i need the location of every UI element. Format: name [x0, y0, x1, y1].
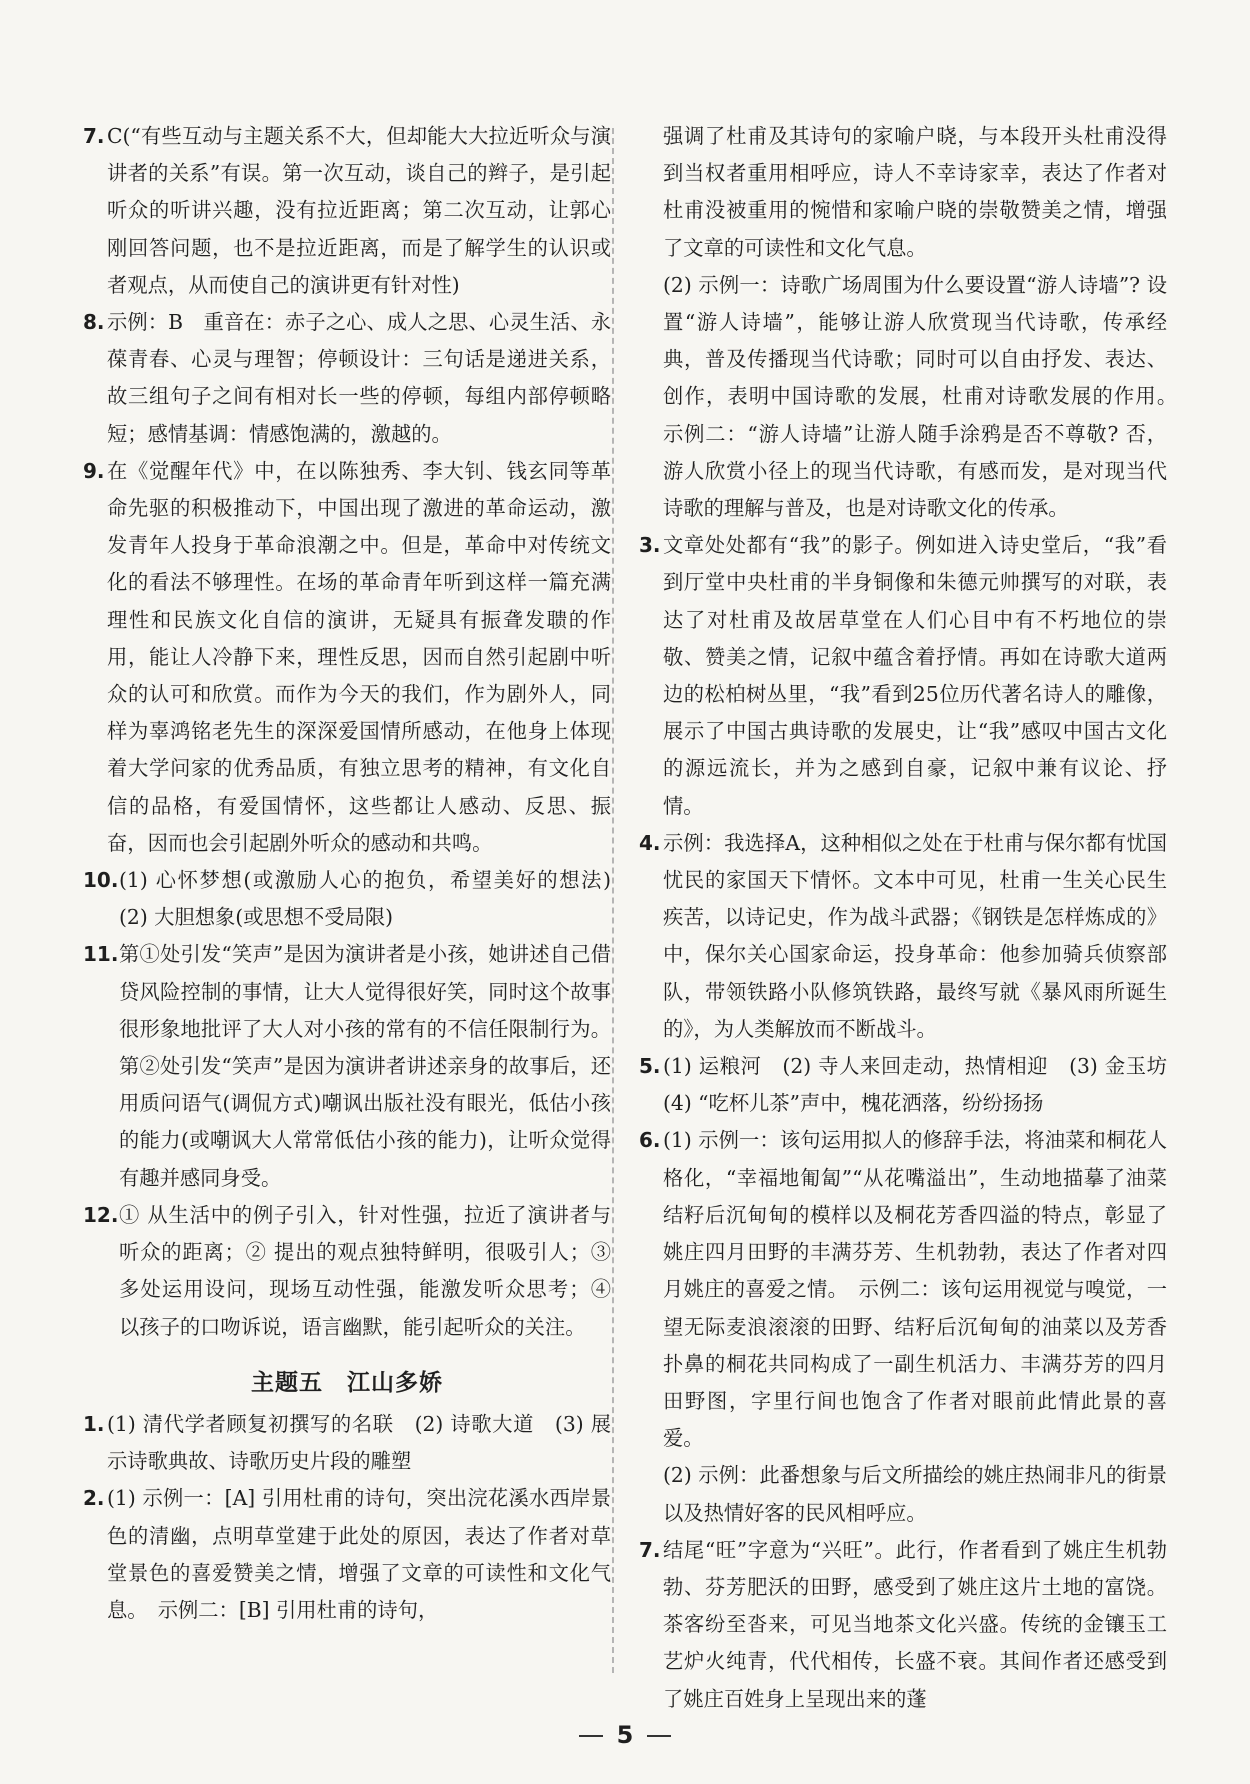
page-number-value: 5	[616, 1721, 634, 1749]
answer-text: (1) 运粮河 (2) 寺人来回走动，热情相迎 (3) 金玉坊 (4) “吃杯儿茶”声中，槐花洒落，纷纷扬扬	[663, 1054, 1188, 1116]
column-divider	[612, 128, 614, 1673]
answer-item	[639, 825, 1167, 1048]
answer-text: 第①处引发“笑声”是因为演讲者是小孩，她讲述自己借贷风险控制的事情，让大人觉得很好笑，同时这个故事很形象地批评了大人对小孩的常有的不信任限制行为。第②处引发“笑声”是因为演讲者讲述亲身的故事后，还用质问语气(调侃方式)嘲讽出版社没有眼光，低估小孩的能力(或嘲讽大人常常低估小孩的能力)，让听众觉得有趣并感同身受。	[119, 942, 611, 1190]
answer-item	[83, 118, 611, 304]
answer-text: 结尾“旺”字意为“兴旺”。此行，作者看到了姚庄生机勃勃、芬芳肥沃的田野，感受到了姚庄这片土地的富饶。茶客纷至沓来，可见当地茶文化兴盛。传统的金镶玉工艺炉火纯青，代代相传，长盛不衰。其间作者还感受到了姚庄百姓身上呈现出来的蓬	[663, 1537, 1167, 1711]
left-column	[83, 118, 632, 1629]
answer-item	[639, 1532, 1167, 1718]
dash-right	[647, 1735, 671, 1737]
answer-item	[83, 1197, 611, 1346]
answer-text: (1) 示例一：该句运用拟人的修辞手法，将油菜和桐花人格化，“幸福地匍匐”“从花嘴溢出”，生动地描摹了油菜结籽后沉甸甸的模样以及桐花芳香四溢的特点，彰显了姚庄四月田野的丰满芬芳、生机勃勃，表达了作者对四月姚庄的喜爱之情。 示例二：该句运用视觉与嗅觉，一望无际麦浪滚滚的田野、结籽后沉甸甸的油菜以及芳香扑鼻的桐花共同构成了一副生机活力、丰满芬芳的四月田野图，字里行间也饱含了作者对眼前此情此景的喜爱。	[663, 1128, 1167, 1451]
item-number: 9.	[83, 458, 105, 483]
right-column	[639, 118, 1188, 1718]
answer-item	[639, 1122, 1167, 1531]
item-number: 4.	[639, 830, 661, 855]
item-number: 12.	[83, 1202, 119, 1227]
item-number: 6.	[639, 1128, 661, 1153]
answer-text: 在《觉醒年代》中，在以陈独秀、李大钊、钱玄同等革命先驱的积极推动下，中国出现了激进的革命运动，激发青年人投身于革命浪潮之中。但是，革命中对传统文化的看法不够理性。在场的革命青年听到这样一篇充满理性和民族文化自信的演讲，无疑具有振聋发聩的作用，能让人冷静下来，理性反思，因而自然引起剧中听众的认可和欣赏。而作为今天的我们，作为剧外人，同样为辜鸿铭老先生的深深爱国情所感动，在他身上体现着大学问家的优秀品质，有独立思考的精神，有文化自信的品格，有爱国情怀，这些都让人感动、反思、振奋，因而也会引起剧外听众的感动和共鸣。	[107, 458, 611, 855]
answer-text: 文章处处都有“我”的影子。例如进入诗史堂后，“我”看到厅堂中央杜甫的半身铜像和朱德元帅撰写的对联，表达了对杜甫及故居草堂在人们心目中有不朽地位的崇敬、赞美之情，记叙中蕴含着抒情。再如在诗歌大道两边的松柏树丛里，“我”看到25位历代著名诗人的雕像，展示了中国古典诗歌的发展史，让“我”感叹中国古文化的源远流长，并为之感到自豪，记叙中兼有议论、抒情。	[663, 533, 1167, 818]
section-title: 主题五 江山多娇	[251, 1369, 443, 1396]
item-number: 10.	[83, 868, 119, 893]
item-number: 3.	[639, 533, 661, 558]
answer-item	[83, 453, 611, 862]
item-number: 7.	[83, 124, 105, 148]
item-number: 8.	[83, 310, 105, 335]
answer-text: 强调了杜甫及其诗句的家喻户晓，与本段开头杜甫没得到当权者重用相呼应，诗人不幸诗家幸，表达了作者对杜甫没被重用的惋惜和家喻户晓的崇敬赞美之情，增强了文章的可读性和文化气息。	[663, 124, 1167, 260]
answer-text: (1) 清代学者顾复初撰写的名联 (2) 诗歌大道 (3) 展示诗歌典故、诗歌历史片段的雕塑	[107, 1411, 611, 1474]
item-number: 2.	[83, 1486, 105, 1511]
item-number: 5.	[639, 1054, 661, 1079]
answer-item	[83, 936, 611, 1196]
answer-continuation	[639, 118, 1188, 527]
answer-text: 示例：我选择A，这种相似之处在于杜甫与保尔都有忧国忧民的家国天下情怀。文本中可见，杜甫一生关心民生疾苦，以诗记史，作为战斗武器；《钢铁是怎样炼成的》中，保尔关心国家命运，投身革命：他参加骑兵侦察部队，带领铁路小队修筑铁路，最终写就《暴风雨所诞生的》，为人类解放而不断战斗。	[663, 830, 1167, 1041]
answer-item	[639, 527, 1167, 825]
answer-text: (2) 示例一：诗歌广场周围为什么要设置“游人诗墙”? 设置“游人诗墙”，能够让游人欣赏现当代诗歌，传承经典，普及传播现当代诗歌；同时可以自由抒发、表达、创作，表明中国诗歌的发展，杜甫对诗歌发展的作用。 示例二：“游人诗墙”让游人随手涂鸦是否不尊敬? 否，游人欣赏小径上的现当代诗歌，有感而发，是对现当代诗歌的理解与普及，也是对诗歌文化的传承。	[663, 272, 1188, 521]
item-number: 1.	[83, 1411, 105, 1436]
answer-text: ① 从生活中的例子引入，针对性强，拉近了演讲者与听众的距离；② 提出的观点独特鲜明，很吸引人；③ 多处运用设问，现场互动性强，能激发听众思考；④ 以孩子的口吻诉说，语言幽默，能引起听众的关注。	[119, 1202, 611, 1339]
answer-item	[83, 1406, 611, 1480]
answer-item	[83, 1480, 611, 1629]
answer-text: (1) 示例一：[A] 引用杜甫的诗句，突出浣花溪水西岸景色的清幽，点明草堂建于此处的原因，表达了作者对草堂景色的喜爱赞美之情，增强了文章的可读性和文化气息。 示例二：[B] 引用杜甫的诗句，	[107, 1486, 611, 1622]
answer-text: C(“有些互动与主题关系不大，但却能大大拉近听众与演讲者的关系”有误。第一次互动，谈自己的辫子，是引起听众的听讲兴趣，没有拉近距离；第二次互动，让郭心刚回答问题，也不是拉近距离，而是了解学生的认识或者观点，从而使自己的演讲更有针对性)	[107, 124, 611, 297]
item-number: 7.	[639, 1537, 661, 1562]
answer-item	[83, 862, 632, 936]
item-number: 11.	[83, 942, 119, 967]
answer-item	[639, 1048, 1188, 1122]
answer-item	[83, 304, 611, 453]
answer-text: (2) 示例：此番想象与后文所描绘的姚庄热闹非凡的街景以及热情好客的民风相呼应。	[663, 1463, 1167, 1525]
answer-text: (1) 心怀梦想(或激励人心的抱负，希望美好的想法) (2) 大胆想象(或思想不受局限)	[119, 868, 632, 930]
dash-left	[579, 1735, 603, 1737]
page-number	[0, 1721, 1250, 1749]
answer-text: 示例：B 重音在：赤子之心、成人之思、心灵生活、永葆青春、心灵与理智；停顿设计：三句话是递进关系，故三组句子之间有相对长一些的停顿，每组内部停顿略短；感情基调：情感饱满的，激越的。	[107, 310, 611, 446]
